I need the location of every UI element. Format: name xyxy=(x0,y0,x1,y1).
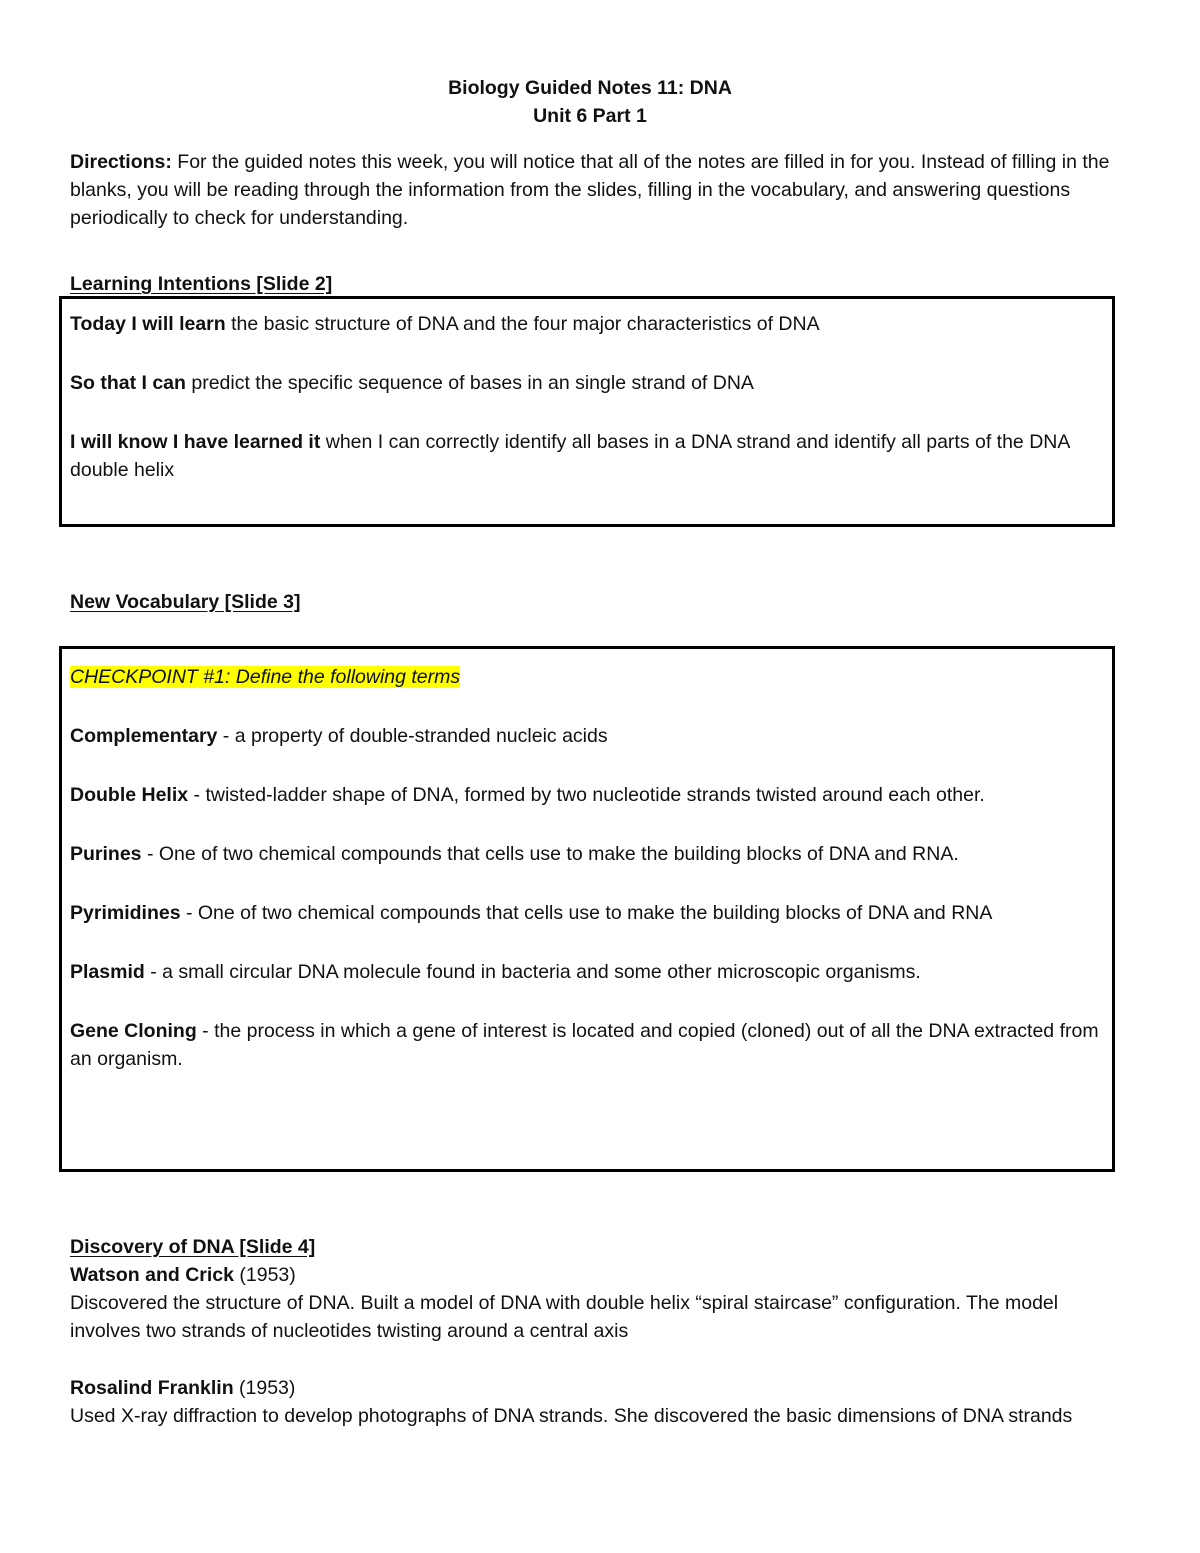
checkpoint-highlight xyxy=(70,666,460,688)
vocab-definition: - the process in which a gene of interest is located and copied (cloned) out of all the DNA extracted from an organism. xyxy=(70,1020,1099,1070)
directions-paragraph xyxy=(70,148,1118,232)
vocab-entry xyxy=(70,1017,1104,1073)
vocab-entry xyxy=(70,722,1104,750)
vocab-entry xyxy=(70,840,1104,868)
vocab-term: Plasmid xyxy=(70,961,145,983)
vocabulary-section xyxy=(70,588,1130,616)
discovery-year: (1953) xyxy=(233,1377,296,1399)
document-header xyxy=(70,74,1130,232)
directions-text: For the guided notes this week, you will notice that all of the notes are filled in for you. Instead of filling in the blanks, you will be reading through the information from the slides, filling in the vocabulary, and answering questions periodically to check for understanding. xyxy=(70,151,1110,229)
vocab-definition: - a property of double-stranded nucleic acids xyxy=(217,725,608,747)
learning-intentions-heading: Learning Intentions [Slide 2] xyxy=(70,273,333,295)
intention-item xyxy=(70,428,1104,484)
vocab-term: Pyrimidines xyxy=(70,902,181,924)
vocab-definition: - One of two chemical compounds that cells use to make the building blocks of DNA and RNA. xyxy=(141,843,959,865)
learning-intentions-box xyxy=(59,296,1115,527)
learning-intentions-section xyxy=(70,270,1130,298)
intention-item xyxy=(70,369,1104,397)
document-title: Biology Guided Notes 11: DNA xyxy=(448,77,732,99)
vocab-term: Complementary xyxy=(70,725,218,747)
discovery-entry-title xyxy=(70,1374,1130,1402)
intention-lead: Today I will learn xyxy=(70,313,226,335)
intention-text: predict the specific sequence of bases in an single strand of DNA xyxy=(185,372,754,394)
vocab-term: Purines xyxy=(70,843,142,865)
vocabulary-heading: New Vocabulary [Slide 3] xyxy=(70,591,301,613)
title-block xyxy=(60,74,1120,130)
intention-item xyxy=(70,310,1104,338)
discovery-year: (1953) xyxy=(233,1264,296,1286)
directions-label: Directions: xyxy=(70,151,172,173)
intention-text: when I can correctly identify all bases in a DNA strand and identify all parts of the DNA double helix xyxy=(70,431,1070,481)
intention-lead: I will know I have learned it xyxy=(70,431,321,453)
discovery-section xyxy=(70,1233,1130,1430)
discoverer-name: Rosalind Franklin xyxy=(70,1377,234,1399)
vocab-entry xyxy=(70,958,1104,986)
vocab-term: Gene Cloning xyxy=(70,1020,197,1042)
checkpoint-text: : Define the following terms xyxy=(224,666,461,688)
checkpoint-lead: CHECKPOINT #1 xyxy=(70,666,225,688)
vocab-definition: - a small circular DNA molecule found in bacteria and some other microscopic organisms. xyxy=(144,961,921,983)
discovery-entry-text: Used X-ray diffraction to develop photographs of DNA strands. She discovered the basic dimensions of DNA strands xyxy=(70,1405,1073,1427)
discovery-entry-text: Discovered the structure of DNA. Built a model of DNA with double helix “spiral staircase” configuration. The model involves two strands of nucleotides twisting around a central axis xyxy=(70,1292,1059,1342)
discoverer-name: Watson and Crick xyxy=(70,1264,234,1286)
vocab-definition: - twisted-ladder shape of DNA, formed by two nucleotide strands twisted around each other. xyxy=(188,784,985,806)
discovery-heading: Discovery of DNA [Slide 4] xyxy=(70,1236,316,1258)
checkpoint-line xyxy=(70,663,1104,691)
intention-text: the basic structure of DNA and the four major characteristics of DNA xyxy=(225,313,820,335)
vocabulary-box xyxy=(59,646,1115,1172)
document-subtitle: Unit 6 Part 1 xyxy=(533,105,647,127)
vocab-entry xyxy=(70,899,1104,927)
vocab-entry xyxy=(70,781,1104,809)
intention-lead: So that I can xyxy=(70,372,186,394)
discovery-entry-title xyxy=(70,1261,1130,1289)
vocab-term: Double Helix xyxy=(70,784,189,806)
vocab-definition: - One of two chemical compounds that cells use to make the building blocks of DNA and RNA xyxy=(180,902,993,924)
